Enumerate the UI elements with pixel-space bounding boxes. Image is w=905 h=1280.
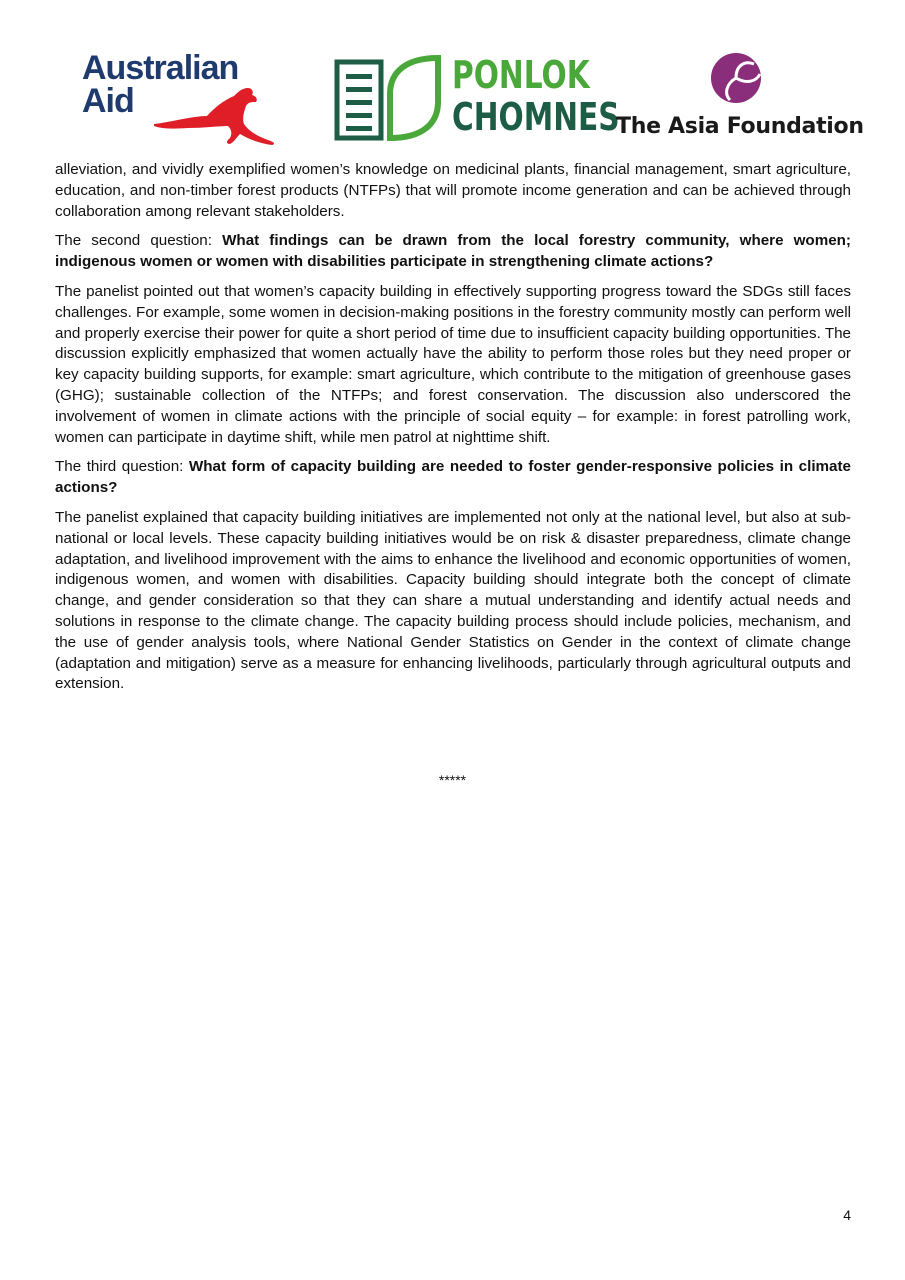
question-3-text: What form of capacity building are needed to foster gender-responsive policies in climate actions? [55, 458, 851, 497]
ponlok-chomnes-logo [334, 53, 620, 146]
australian-aid-logo [82, 49, 282, 147]
ponlok-chomnes-line1: PONLOK [452, 53, 590, 97]
paragraph-3: The panelist explained that capacity building initiatives are implemented not only at the national level, but also at sub-national or local levels. These capacity building initiatives would be on risk & disaster preparedness, climate change adaptation, and livelihood improvement with the aims to enhance the livelihood and economic opportunities of women, indigenous women, and women with disabilities. Capacity building should integrate both the concept of climate change, and gender consideration so that they can share a mutual understanding and identify actual needs and solutions in response to the climate change. The capacity building process should include policies, mechanism, and the use of gender analysis tools, where National Gender Statistics on Gender in the context of climate change (adaptation and mitigation) serve as a measure for enhancing livelihoods, particularly through agricultural outputs and extension. [55, 508, 851, 693]
document-body [55, 160, 851, 704]
kangaroo-icon [152, 86, 282, 146]
ponlok-chomnes-wordmark [452, 54, 620, 138]
australian-aid-line1: Australian [82, 49, 239, 87]
paragraph-1: alleviation, and vividly exemplified women’s knowledge on medicinal plants, financial management, smart agriculture, education, and non-timber forest products (NTFPs) that will promote income generation and can be achieved through collaboration among relevant stakeholders. [55, 161, 851, 220]
document-leaf-icon [334, 54, 442, 142]
page-number: 4 [843, 1207, 851, 1223]
question-3-label: The third question: [55, 458, 189, 476]
asia-foundation-logo [612, 52, 864, 147]
paragraph-2: The panelist pointed out that women’s capacity building in effectively supporting progress toward the SDGs still faces challenges. For example, some women in decision-making positions in the forestry community mostly can perform well and properly exercise their power for quite a short period of time due to insufficient capacity building opportunities. The discussion explicitly emphasized that women actually have the ability to perform those roles but they need proper or key capacity building supports, for example: smart agriculture, which contribute to the mitigation of greenhouse gases (GHG); sustainable collection of the NTFPs; and forest conservation. The discussion also underscored the involvement of women in climate actions with the principle of social equity – for example: in forest patrolling work, women can participate in daytime shift, while men patrol at nighttime shift. [55, 282, 851, 446]
question-2-label: The second question: [55, 232, 223, 250]
question-3 [55, 457, 851, 499]
question-2-text: What findings can be drawn from the local forestry community, where women; indigenous women or women with disabilities participate in strengthening climate actions? [55, 232, 851, 271]
ponlok-chomnes-line2: CHOMNES [452, 95, 620, 139]
asia-foundation-wordmark: The Asia Foundation [616, 114, 864, 139]
section-separator: ***** [438, 772, 467, 788]
asia-foundation-emblem-icon [710, 52, 762, 104]
question-2 [55, 231, 851, 273]
australian-aid-line2: Aid [82, 82, 134, 120]
page-header [0, 0, 905, 160]
